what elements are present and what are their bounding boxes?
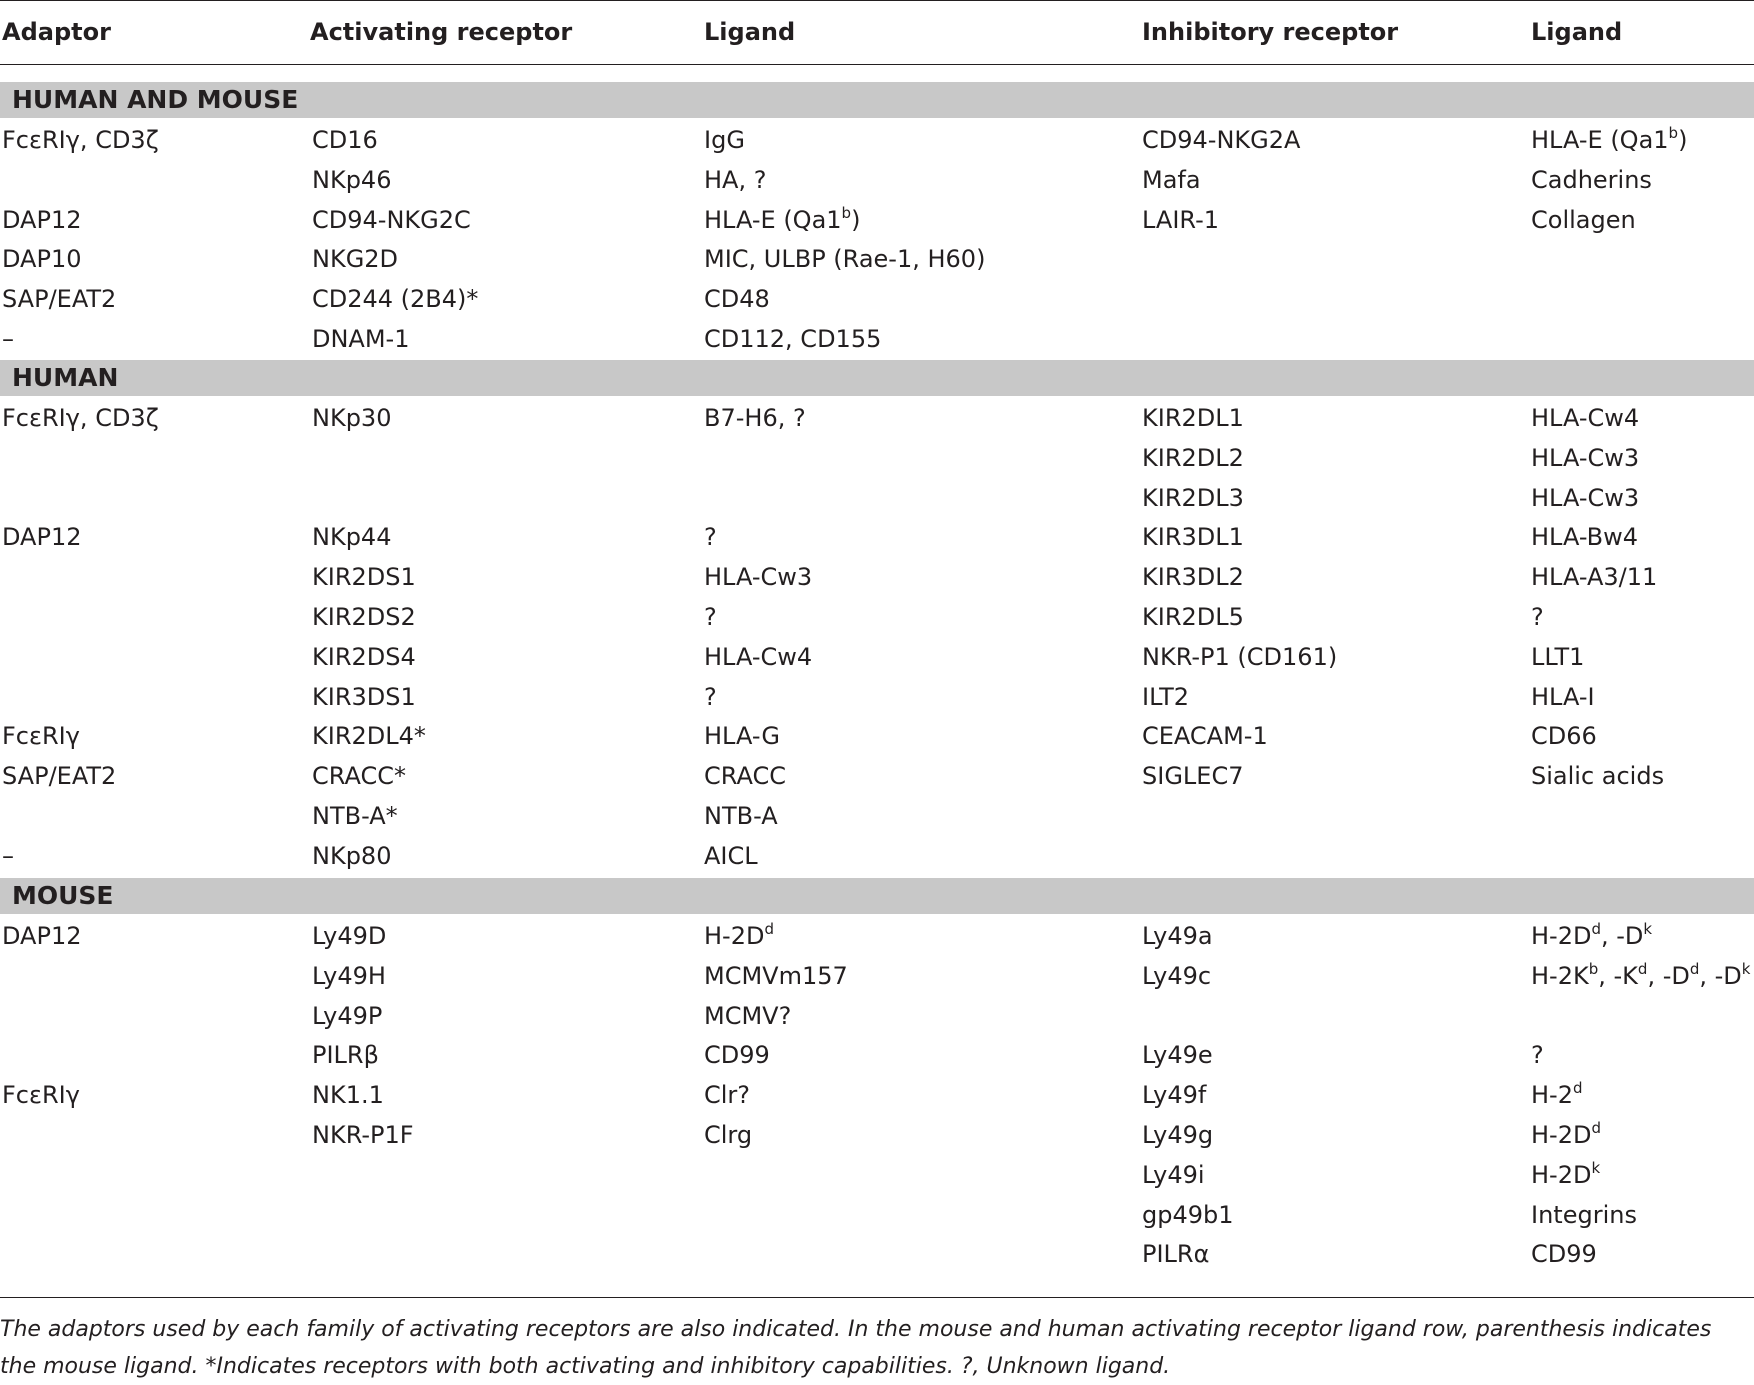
cell-adaptor: DAP12: [2, 922, 82, 950]
cell-inhibitory-ligand: CD66: [1531, 722, 1597, 751]
cell-activating-receptor: CRACC*: [312, 762, 406, 791]
cell-activating-receptor: KIR2DS2: [312, 603, 416, 631]
cell-inhibitory-receptor: KIR2DL1: [1142, 404, 1244, 432]
table-footnote: The adaptors used by each family of activating receptors are also indicated. In the mouse and human activating receptor ligand row, parenthesis indicates the mouse ligand. *Indicates receptors with both activating and inhibitory capabilities. ?, Unknown ligand.: [0, 1317, 1712, 1379]
cell-activating-receptor: Ly49D: [312, 922, 387, 950]
column-header-inhibitory-ligand: Ligand: [1531, 18, 1623, 46]
cell-adaptor: –: [2, 841, 14, 870]
cell-inhibitory-receptor: Ly49e: [1142, 1041, 1213, 1070]
cell-activating-ligand: MCMVm157: [704, 961, 848, 990]
cell-activating-receptor: NK1.1: [312, 1081, 384, 1110]
cell-activating-ligand: HLA-G: [704, 722, 780, 751]
cell-adaptor: FcεRIγ, CD3ζ: [2, 126, 159, 154]
cell-activating-ligand: ?: [704, 603, 717, 631]
cell-activating-ligand: IgG: [704, 126, 745, 154]
cell-activating-receptor: Ly49P: [312, 1001, 383, 1030]
section-title: HUMAN: [12, 363, 119, 392]
cell-adaptor: FcεRIγ, CD3ζ: [2, 404, 159, 432]
cell-activating-ligand: MCMV?: [704, 1001, 792, 1030]
column-header-activating-receptor: Activating receptor: [310, 18, 573, 46]
section-band: [0, 878, 1754, 914]
cell-activating-ligand: HLA-E (Qa1$^b$): [704, 203, 861, 234]
cell-inhibitory-receptor: gp49b1: [1142, 1200, 1234, 1229]
cell-activating-receptor: CD94-NKG2C: [312, 205, 471, 234]
cell-inhibitory-ligand: HLA-Bw4: [1531, 523, 1639, 552]
cell-inhibitory-ligand: HLA-Cw3: [1531, 483, 1640, 512]
cell-inhibitory-ligand: $H-2D^d$, $-D^k$: [1531, 920, 1653, 950]
cell-activating-ligand: B7-H6, ?: [704, 404, 806, 432]
section-title: MOUSE: [12, 881, 114, 910]
cell-activating-ligand: MIC, ULBP (Rae-1, H60): [704, 245, 986, 274]
cell-inhibitory-receptor: Ly49g: [1142, 1121, 1214, 1149]
cell-inhibitory-receptor: Ly49c: [1142, 961, 1212, 990]
cell-inhibitory-receptor: CEACAM-1: [1142, 722, 1268, 751]
cell-activating-receptor: CD244 (2B4)*: [312, 285, 479, 314]
cell-inhibitory-ligand: HLA-I: [1531, 682, 1595, 711]
cell-adaptor: FcεRIγ: [2, 722, 80, 751]
cell-inhibitory-ligand: Cadherins: [1531, 165, 1652, 194]
cell-inhibitory-receptor: KIR2DL5: [1142, 603, 1244, 631]
cell-activating-ligand: Clrg: [704, 1121, 753, 1149]
cell-adaptor: SAP/EAT2: [2, 762, 117, 791]
cell-activating-ligand: CD48: [704, 285, 770, 314]
cell-inhibitory-receptor: LAIR-1: [1142, 205, 1220, 234]
column-header-adaptor: Adaptor: [2, 18, 111, 46]
cell-activating-receptor: DNAM-1: [312, 325, 410, 353]
cell-inhibitory-ligand: HLA-Cw3: [1531, 443, 1640, 472]
cell-adaptor: DAP10: [2, 245, 82, 274]
cell-activating-receptor: KIR3DS1: [312, 682, 416, 711]
cell-inhibitory-ligand: ?: [1531, 1041, 1544, 1070]
cell-inhibitory-receptor: Mafa: [1142, 165, 1201, 194]
cell-adaptor: DAP12: [2, 523, 82, 552]
cell-inhibitory-receptor: Ly49i: [1142, 1160, 1205, 1189]
cell-activating-ligand: HA, ?: [704, 165, 767, 194]
cell-activating-receptor: NKp46: [312, 165, 392, 194]
cell-activating-receptor: CD16: [312, 126, 378, 154]
cell-inhibitory-receptor: PILRα: [1142, 1240, 1210, 1269]
column-header-inhibitory-receptor: Inhibitory receptor: [1142, 18, 1399, 46]
cell-activating-ligand: Clr?: [704, 1081, 751, 1110]
cell-adaptor: SAP/EAT2: [2, 285, 117, 314]
cell-activating-ligand: HLA-Cw4: [704, 642, 813, 671]
cell-inhibitory-ligand: $H-2D^d$: [1531, 1119, 1601, 1149]
cell-inhibitory-receptor: KIR3DL2: [1142, 563, 1244, 592]
cell-inhibitory-receptor: Ly49a: [1142, 922, 1213, 950]
cell-inhibitory-receptor: KIR2DL2: [1142, 443, 1244, 472]
cell-activating-ligand: CRACC: [704, 762, 786, 791]
cell-activating-ligand: CD99: [704, 1041, 770, 1070]
cell-inhibitory-ligand: Collagen: [1531, 205, 1636, 234]
cell-inhibitory-receptor: ILT2: [1142, 682, 1190, 711]
cell-activating-ligand: HLA-Cw3: [704, 563, 813, 592]
cell-adaptor: DAP12: [2, 205, 82, 234]
cell-activating-ligand: NTB-A: [704, 802, 778, 830]
cell-activating-receptor: NKp80: [312, 841, 392, 870]
cell-inhibitory-ligand: HLA-E (Qa1$^b$): [1531, 124, 1688, 154]
cell-inhibitory-receptor: SIGLEC7: [1142, 762, 1244, 791]
cell-activating-receptor: KIR2DS1: [312, 563, 416, 592]
cell-adaptor: FcεRIγ: [2, 1081, 80, 1110]
cell-inhibitory-ligand: Integrins: [1531, 1200, 1637, 1229]
cell-activating-receptor: NTB-A*: [312, 802, 398, 830]
cell-activating-ligand: AICL: [704, 841, 758, 870]
cell-activating-ligand: ?: [704, 523, 717, 552]
cell-inhibitory-receptor: Ly49f: [1142, 1081, 1207, 1110]
cell-inhibitory-ligand: HLA-A3/11: [1531, 563, 1658, 592]
cell-inhibitory-receptor: CD94-NKG2A: [1142, 126, 1301, 154]
cell-inhibitory-ligand: $H-2D^k$: [1531, 1158, 1601, 1189]
column-header-activating-ligand: Ligand: [704, 18, 796, 46]
cell-inhibitory-ligand: Sialic acids: [1531, 762, 1665, 791]
section-band: [0, 360, 1754, 396]
cell-activating-receptor: PILRβ: [312, 1041, 379, 1070]
section-band: [0, 82, 1754, 118]
cell-inhibitory-ligand: HLA-Cw4: [1531, 404, 1640, 432]
cell-activating-ligand: $H-2D^d$: [704, 920, 774, 950]
cell-adaptor: –: [2, 325, 14, 353]
cell-inhibitory-receptor: KIR3DL1: [1142, 523, 1244, 552]
cell-activating-receptor: NKp30: [312, 404, 392, 432]
cell-activating-receptor: NKG2D: [312, 245, 399, 274]
cell-inhibitory-receptor: NKR-P1 (CD161): [1142, 642, 1338, 671]
cell-inhibitory-ligand: CD99: [1531, 1240, 1597, 1269]
cell-inhibitory-ligand: ?: [1531, 603, 1544, 631]
cell-inhibitory-ligand: $H-2K^b$, $-K^d$, $-D^d$, $-D^k$: [1531, 959, 1751, 990]
header-rule: [0, 64, 1754, 65]
cell-activating-receptor: KIR2DL4*: [312, 722, 426, 751]
cell-activating-receptor: NKR-P1F: [312, 1121, 414, 1149]
cell-inhibitory-ligand: H-2$^d$: [1531, 1079, 1583, 1110]
cell-inhibitory-receptor: KIR2DL3: [1142, 483, 1244, 512]
cell-activating-receptor: NKp44: [312, 523, 392, 552]
cell-activating-ligand: CD112, CD155: [704, 325, 882, 353]
section-title: HUMAN AND MOUSE: [12, 85, 299, 114]
table-bottom-rule: [0, 1297, 1754, 1298]
cell-inhibitory-ligand: LLT1: [1531, 642, 1585, 671]
table-top-rule: [0, 0, 1754, 1]
cell-activating-receptor: KIR2DS4: [312, 642, 416, 671]
cell-activating-ligand: ?: [704, 682, 717, 711]
cell-activating-receptor: Ly49H: [312, 961, 386, 990]
